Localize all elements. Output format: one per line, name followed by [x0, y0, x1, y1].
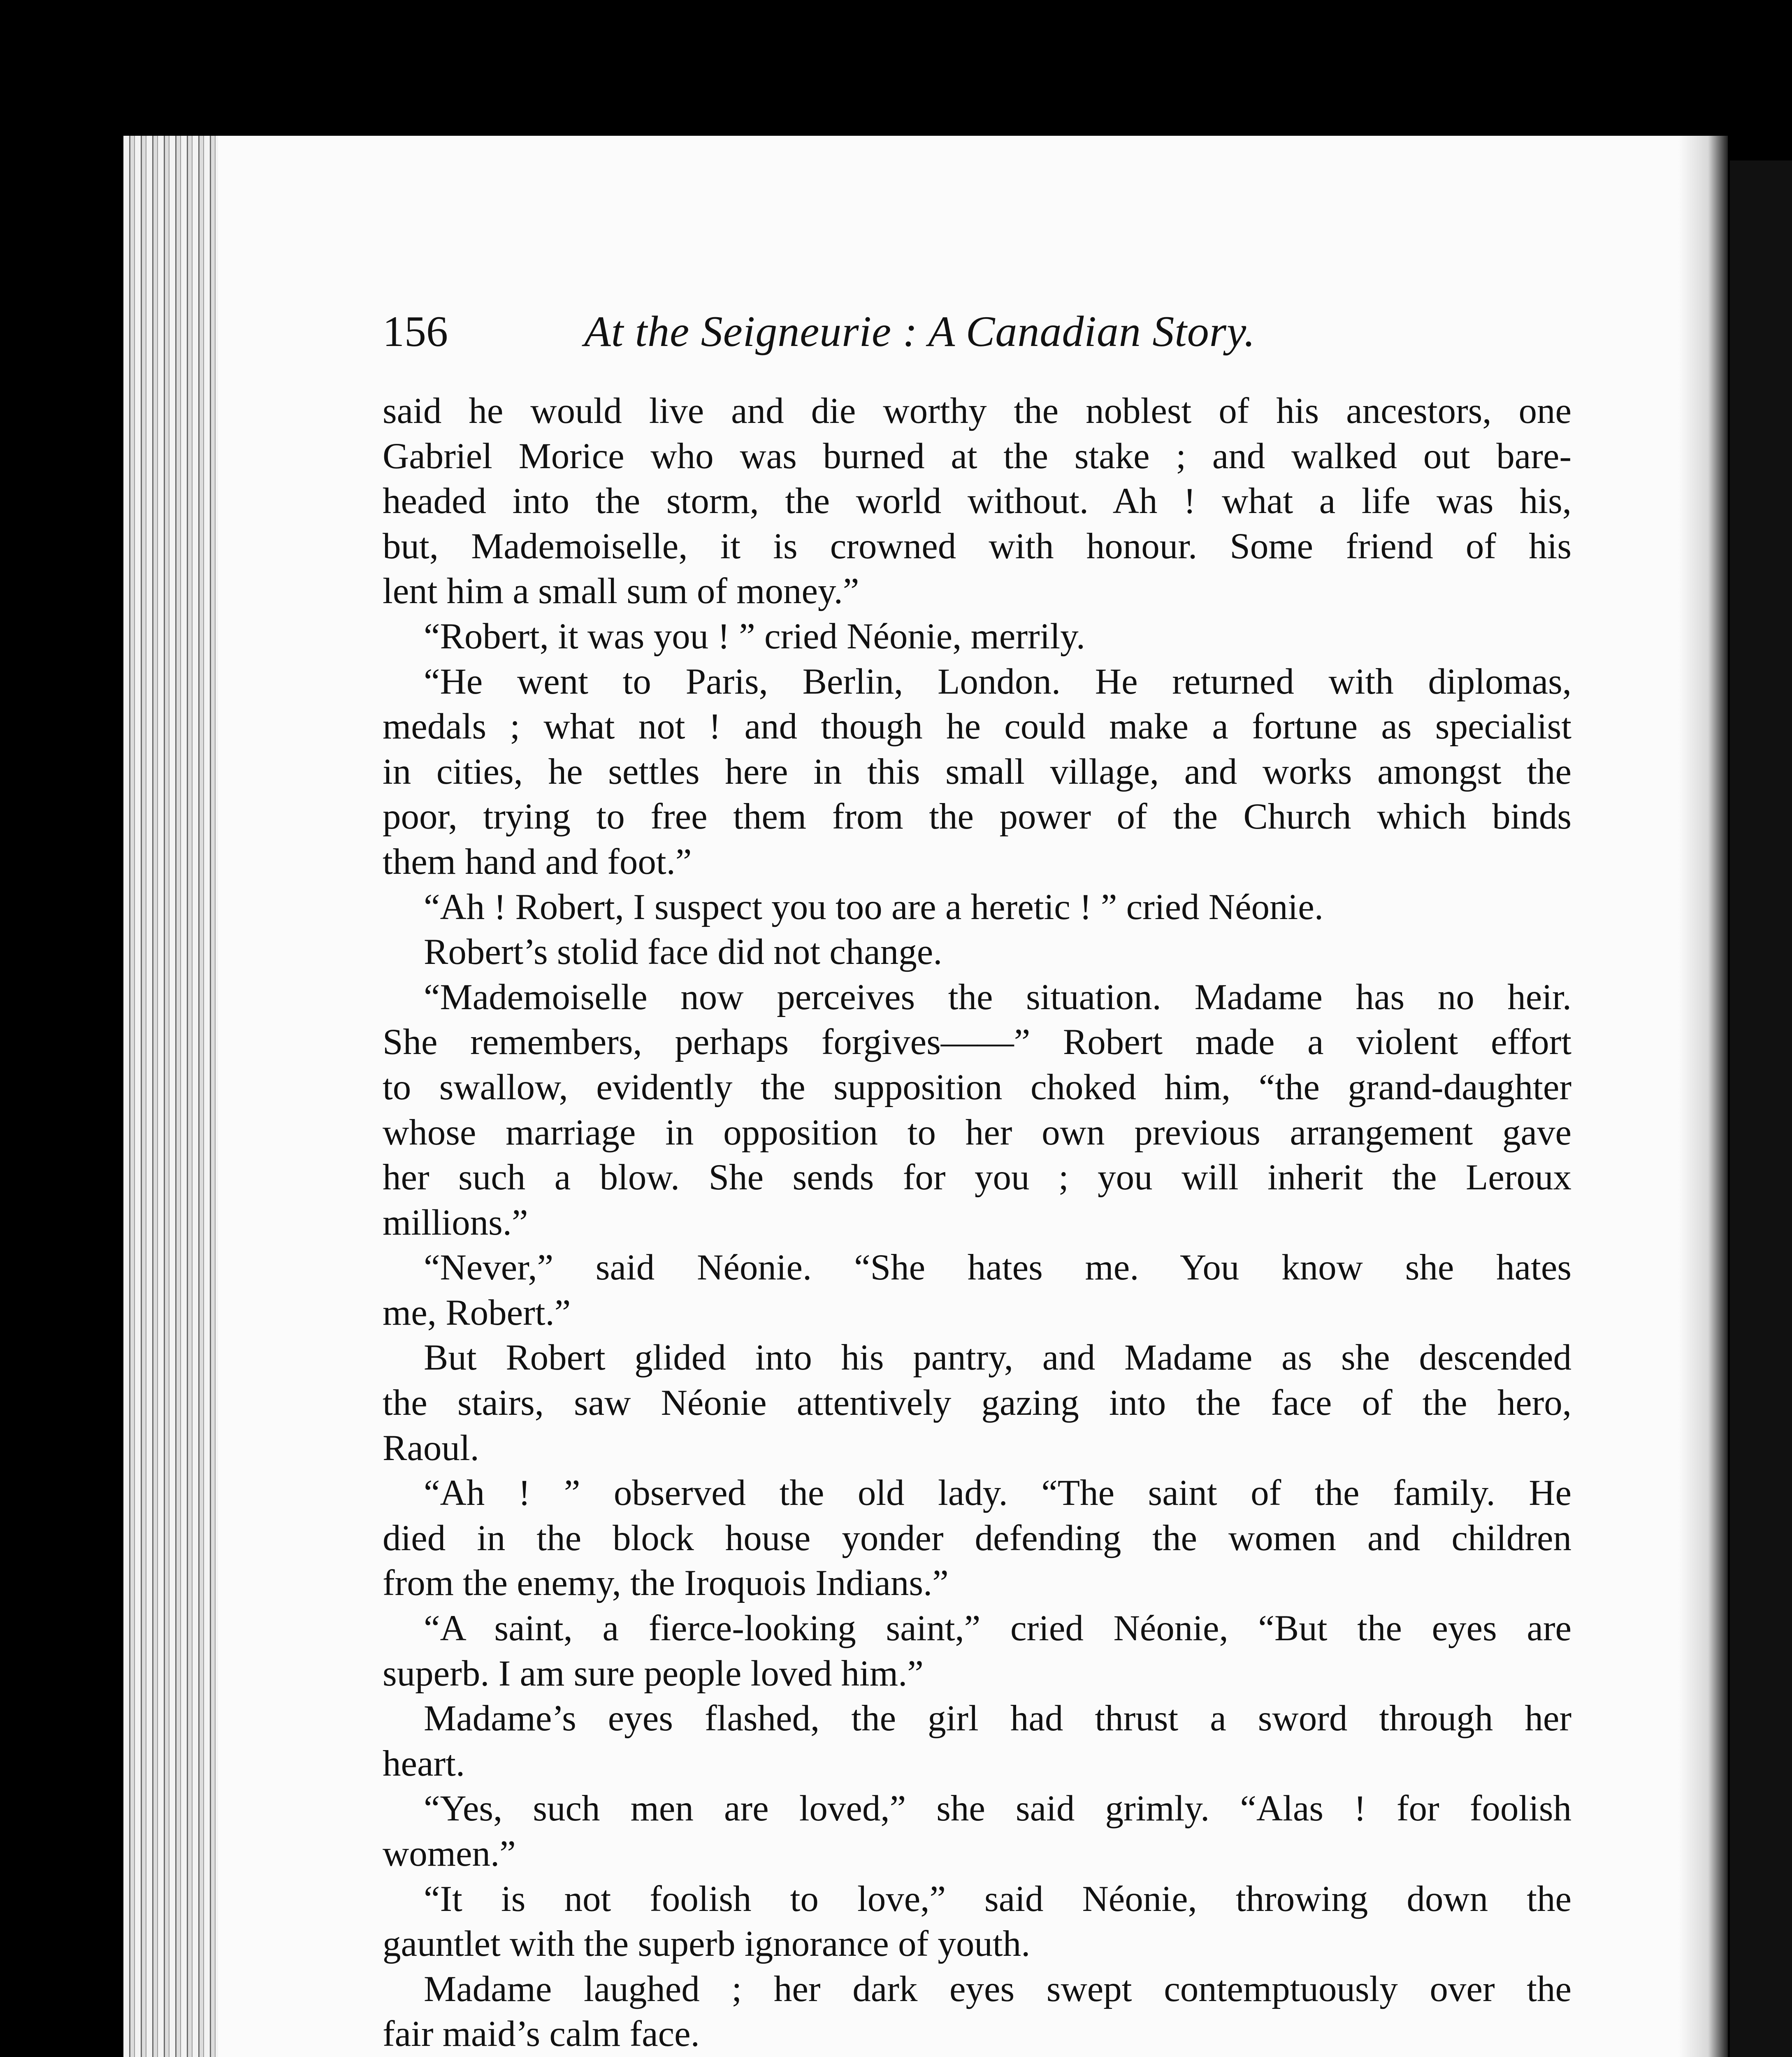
- text-line: “Robert, it was you ! ” cried Néonie, merrily.: [424, 616, 1086, 657]
- text-line: me, Robert.”: [383, 1292, 571, 1333]
- text-line: women.”: [383, 1834, 516, 1874]
- text-line: poor, trying to free them from the power of the Church which binds: [383, 796, 1571, 837]
- text-line: the stairs, saw Néonie attentively gazing into the face of the hero,: [383, 1383, 1571, 1423]
- text-line: medals ; what not ! and though he could make a fortune as specialist: [383, 706, 1571, 747]
- text-line: “Yes, such men are loved,” she said grimly. “Alas ! for foolish: [424, 1788, 1571, 1829]
- text-line: to swallow, evidently the supposition choked him, “the grand-daughter: [383, 1067, 1571, 1107]
- running-head: [383, 306, 1571, 364]
- text-line: “Ah ! Robert, I suspect you too are a heretic ! ” cried Néonie.: [424, 887, 1324, 927]
- text-line: her such a blow. She sends for you ; you will inherit the Leroux: [383, 1157, 1571, 1198]
- text-line: Madame laughed ; her dark eyes swept contemptuously over the: [424, 1969, 1571, 2009]
- text-line: from the enemy, the Iroquois Indians.”: [383, 1563, 949, 1604]
- facing-page-edge: [1730, 160, 1792, 2057]
- text-line: “Never,” said Néonie. “She hates me. You know she hates: [424, 1247, 1571, 1288]
- text-line: “Ah ! ” observed the old lady. “The saint of the family. He: [424, 1473, 1571, 1514]
- text-line: “It is not foolish to love,” said Néonie, throwing down the: [424, 1878, 1571, 1919]
- page-edges: [123, 136, 218, 2057]
- text-line: She remembers, perhaps forgives——” Robert made a violent effort: [383, 1022, 1571, 1063]
- text-line: said he would live and die worthy the noblest of his ancestors, one: [383, 391, 1571, 431]
- text-line: millions.”: [383, 1202, 528, 1243]
- text-line: but, Mademoiselle, it is crowned with honour. Some friend of his: [383, 526, 1571, 566]
- text-line: them hand and foot.”: [383, 841, 692, 882]
- text-line: in cities, he settles here in this small village, and works amongst the: [383, 751, 1571, 792]
- text-line: fair maid’s calm face.: [383, 2014, 700, 2055]
- text-line: But Robert glided into his pantry, and Madame as she descended: [424, 1337, 1571, 1378]
- text-line: Madame’s eyes flashed, the girl had thrust a sword through her: [424, 1698, 1571, 1739]
- text-line: lent him a small sum of money.”: [383, 571, 859, 612]
- text-line: “A saint, a fierce-looking saint,” cried Néonie, “But the eyes are: [424, 1608, 1571, 1649]
- text-line: superb. I am sure people loved him.”: [383, 1653, 924, 1694]
- text-line: died in the block house yonder defending the women and children: [383, 1518, 1571, 1558]
- text-line: whose marriage in opposition to her own previous arrangement gave: [383, 1112, 1571, 1153]
- gutter-shadow: [1678, 136, 1728, 2057]
- text-line: “Mademoiselle now perceives the situation. Madame has no heir.: [424, 977, 1571, 1017]
- text-line: heart.: [383, 1743, 465, 1784]
- text-line: Raoul.: [383, 1428, 479, 1468]
- body-text: [383, 389, 1571, 2057]
- text-line: “He went to Paris, Berlin, London. He returned with diplomas,: [424, 661, 1571, 702]
- page-number: 156: [383, 307, 448, 355]
- text-line: headed into the storm, the world without. Ah ! what a life was his,: [383, 481, 1571, 522]
- text-line: Robert’s stolid face did not change.: [424, 932, 942, 973]
- text-line: gauntlet with the superb ignorance of youth.: [383, 1924, 1031, 1964]
- running-title: At the Seigneurie : A Canadian Story.: [584, 307, 1256, 355]
- text-line: Gabriel Morice who was burned at the stake ; and walked out bare-: [383, 436, 1571, 476]
